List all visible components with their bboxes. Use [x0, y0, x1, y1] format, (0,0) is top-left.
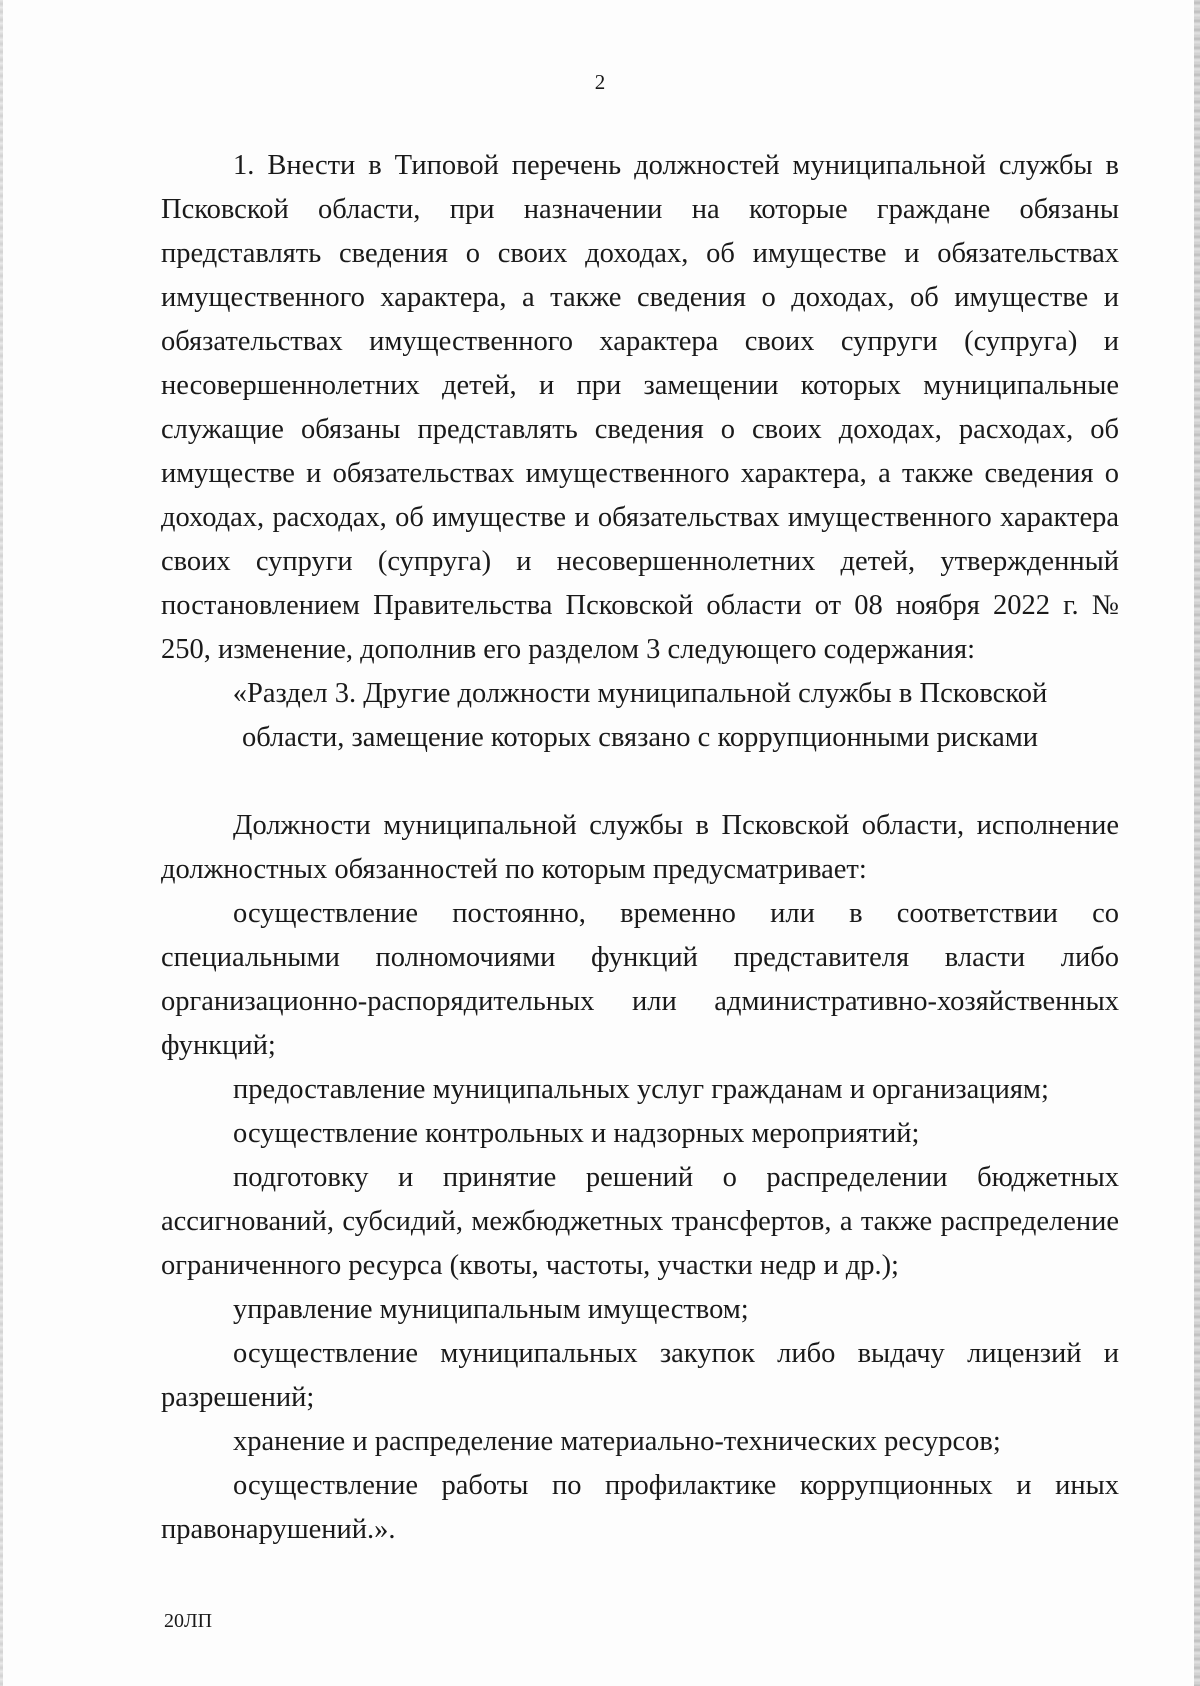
list-item: осуществление муниципальных закупок либо выдачу лицензий и разрешений;	[161, 1338, 1119, 1413]
scan-edge-right	[1194, 0, 1200, 1686]
footer-document-code: 20ЛП	[164, 1610, 213, 1632]
list-item: управление муниципальным имуществом;	[233, 1294, 749, 1325]
list-item: подготовку и принятие решений о распределении бюджетных ассигнований, субсидий, межбюджетных трансфертов, а также распределение ограниченного ресурса (квоты, частоты, участки недр и др.);	[161, 1162, 1119, 1281]
section-heading-line-1: «Раздел 3. Другие должности муниципальной службы в Псковской	[232, 678, 1048, 709]
scan-edge-left	[0, 0, 3, 1686]
page-number: 2	[594, 70, 606, 94]
document-body	[161, 144, 1119, 1552]
section-heading-line-2: области, замещение которых связано с коррупционными рисками	[241, 722, 1039, 753]
list-item: осуществление работы по профилактике коррупционных и иных правонарушений.».	[161, 1470, 1119, 1545]
list-item: хранение и распределение материально-технических ресурсов;	[233, 1426, 1001, 1457]
paragraph-item-1: 1. Внести в Типовой перечень должностей муниципальной службы в Псковской области, при назначении на которые граждане обязаны представлять сведения о своих доходах, об имуществе и обязательствах имущественного характера, а также сведения о доходах, об имуществе и обязательствах имущественного характера своих супруги (супруга) и несовершеннолетних детей, и при замещении которых муниципальные служащие обязаны представлять сведения о своих доходах, расходах, об имуществе и обязательствах имущественного характера, а также сведения о доходах, расходах, об имуществе и обязательствах имущественного характера своих супруги (супруга) и несовершеннолетних детей, утвержденный постановлением Правительства Псковской области от 08 ноября 2022 г. № 250, изменение, дополнив его разделом 3 следующего содержания:	[161, 150, 1119, 665]
list-item: предоставление муниципальных услуг гражданам и организациям;	[233, 1074, 1049, 1105]
list-item: осуществление контрольных и надзорных мероприятий;	[233, 1118, 920, 1149]
list-item: осуществление постоянно, временно или в соответствии со специальными полномочиями функций представителя власти либо организационно-распорядительных или административно-хозяйственных функций;	[161, 898, 1119, 1061]
intro-paragraph: Должности муниципальной службы в Псковской области, исполнение должностных обязанностей по которым предусматривает:	[161, 810, 1119, 885]
